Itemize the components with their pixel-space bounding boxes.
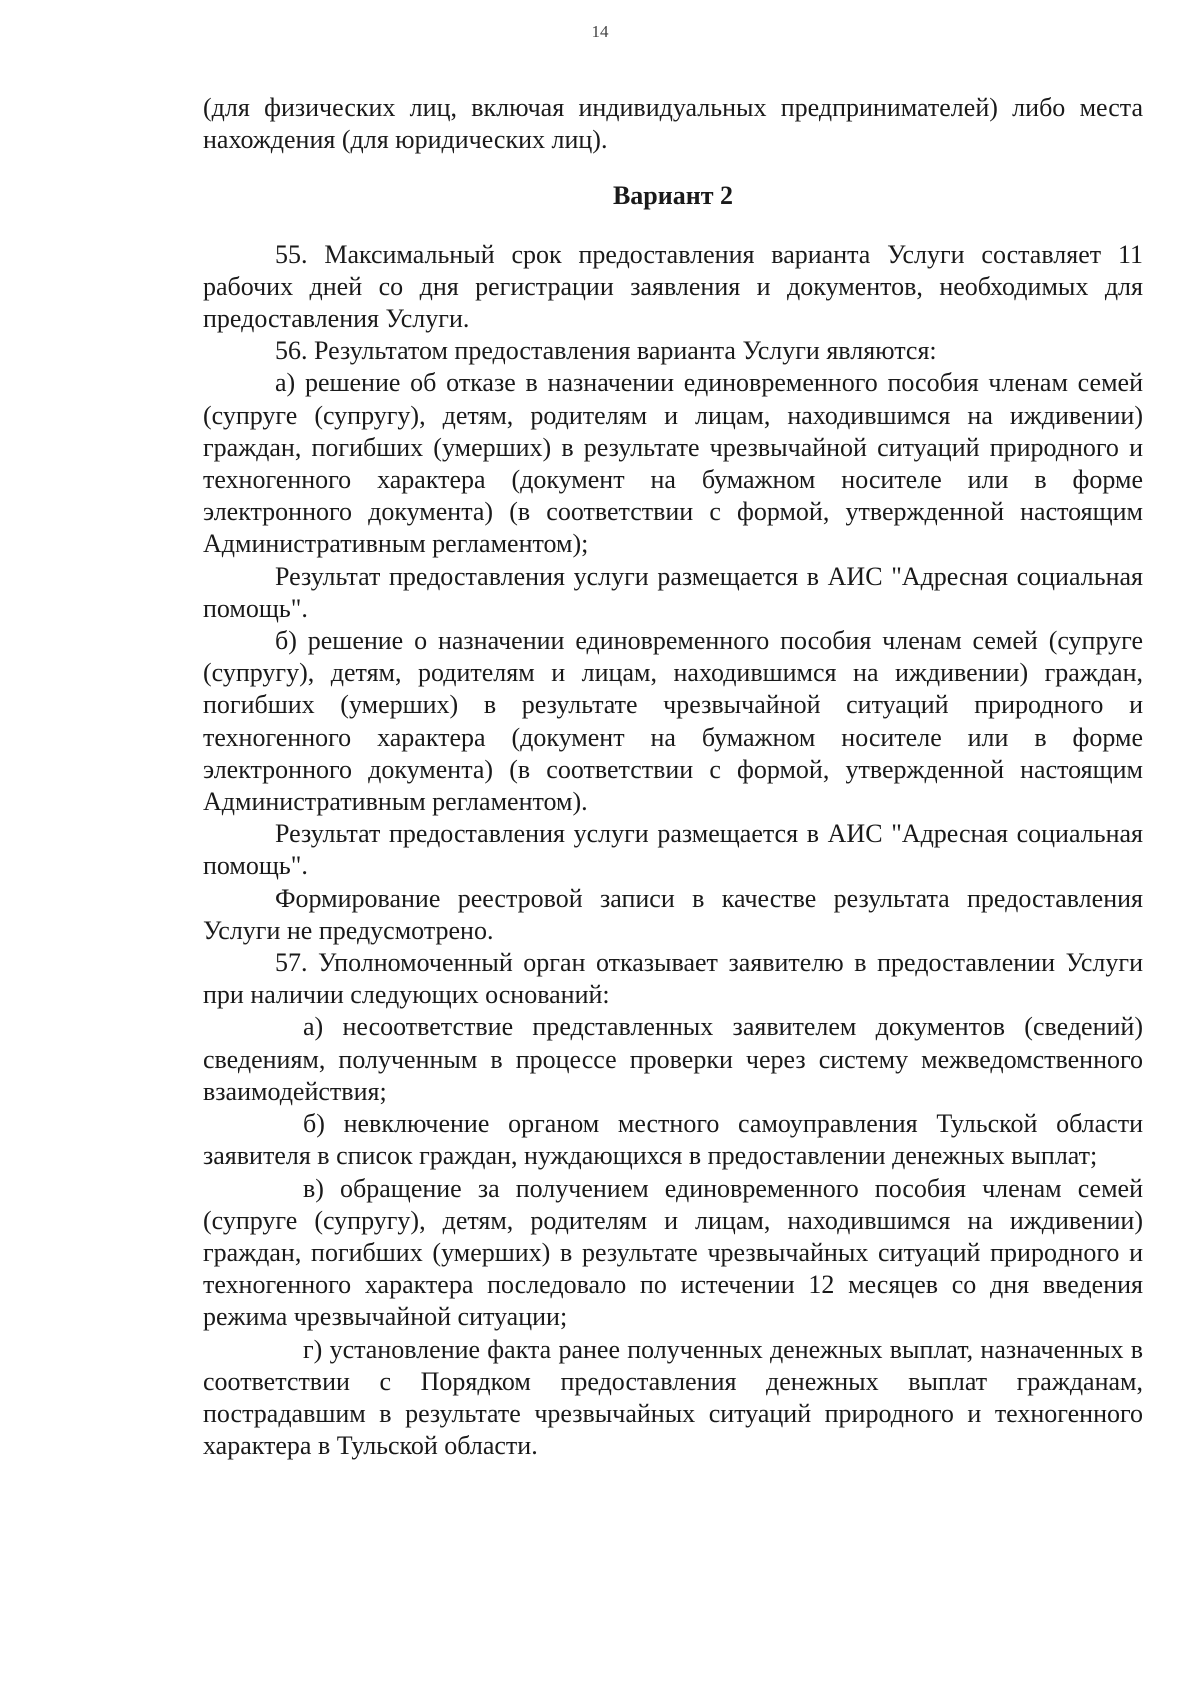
paragraph-57v: в) обращение за получением единовременного пособия членам семей (супруге (супругу), детям, родителям и лицам, находившимся на иждивении) граждан, погибших (умерших) в результате чрезвычайных ситуаций природного и техногенного характера последовало по истечении 12 месяцев со дня введения режима чрезвычайной ситуации; xyxy=(203,1173,1143,1332)
document-body xyxy=(203,92,1143,1462)
paragraph-56a: а) решение об отказе в назначении единовременного пособия членам семей (супруге (супругу), детям, родителям и лицам, находившимся на иждивении) граждан, погибших (умерших) в результате чрезвычайной ситуаций природного и техногенного характера (документ на бумажном носителе или в форме электронного документа) (в соответствии с формой, утвержденной настоящим Административным регламентом); xyxy=(203,368,1143,559)
paragraph-56: 56. Результатом предоставления варианта Услуги являются: xyxy=(275,336,937,366)
paragraph-56-registry: Формирование реестровой записи в качестве результата предоставления Услуги не предусмотрено. xyxy=(203,883,1143,945)
paragraph-57: 57. Уполномоченный орган отказывает заявителю в предоставлении Услуги при наличии следующих оснований: xyxy=(203,948,1143,1010)
paragraph-56b-result: Результат предоставления услуги размещается в АИС "Адресная социальная помощь". xyxy=(203,819,1143,881)
paragraph-55: 55. Максимальный срок предоставления варианта Услуги составляет 11 рабочих дней со дня регистрации заявления и документов, необходимых для предоставления Услуги. xyxy=(203,239,1143,334)
intro-paragraph: (для физических лиц, включая индивидуальных предпринимателей) либо места нахождения (для юридических лиц). xyxy=(203,93,1143,155)
section-heading: Вариант 2 xyxy=(612,181,734,211)
paragraph-56a-result: Результат предоставления услуги размещается в АИС "Адресная социальная помощь". xyxy=(203,561,1143,623)
page-number: 14 xyxy=(591,22,609,41)
paragraph-57b: б) невключение органом местного самоуправления Тульской области заявителя в список граждан, нуждающихся в предоставлении денежных выплат; xyxy=(203,1109,1143,1171)
paragraph-56b: б) решение о назначении единовременного пособия членам семей (супруге (супругу), детям, родителям и лицам, находившимся на иждивении) граждан, погибших (умерших) в результате чрезвычайной ситуаций природного и техногенного характера (документ на бумажном носителе или в форме электронного документа) (в соответствии с формой, утвержденной настоящим Административным регламентом). xyxy=(203,626,1143,817)
paragraph-57g: г) установление факта ранее полученных денежных выплат, назначенных в соответствии с Порядком предоставления денежных выплат гражданам, пострадавшим в результате чрезвычайных ситуаций природного и техногенного характера в Тульской области. xyxy=(203,1334,1143,1461)
paragraph-57a: а) несоответствие представленных заявителем документов (сведений) сведениям, полученным в процессе проверки через систему межведомственного взаимодействия; xyxy=(203,1012,1143,1106)
